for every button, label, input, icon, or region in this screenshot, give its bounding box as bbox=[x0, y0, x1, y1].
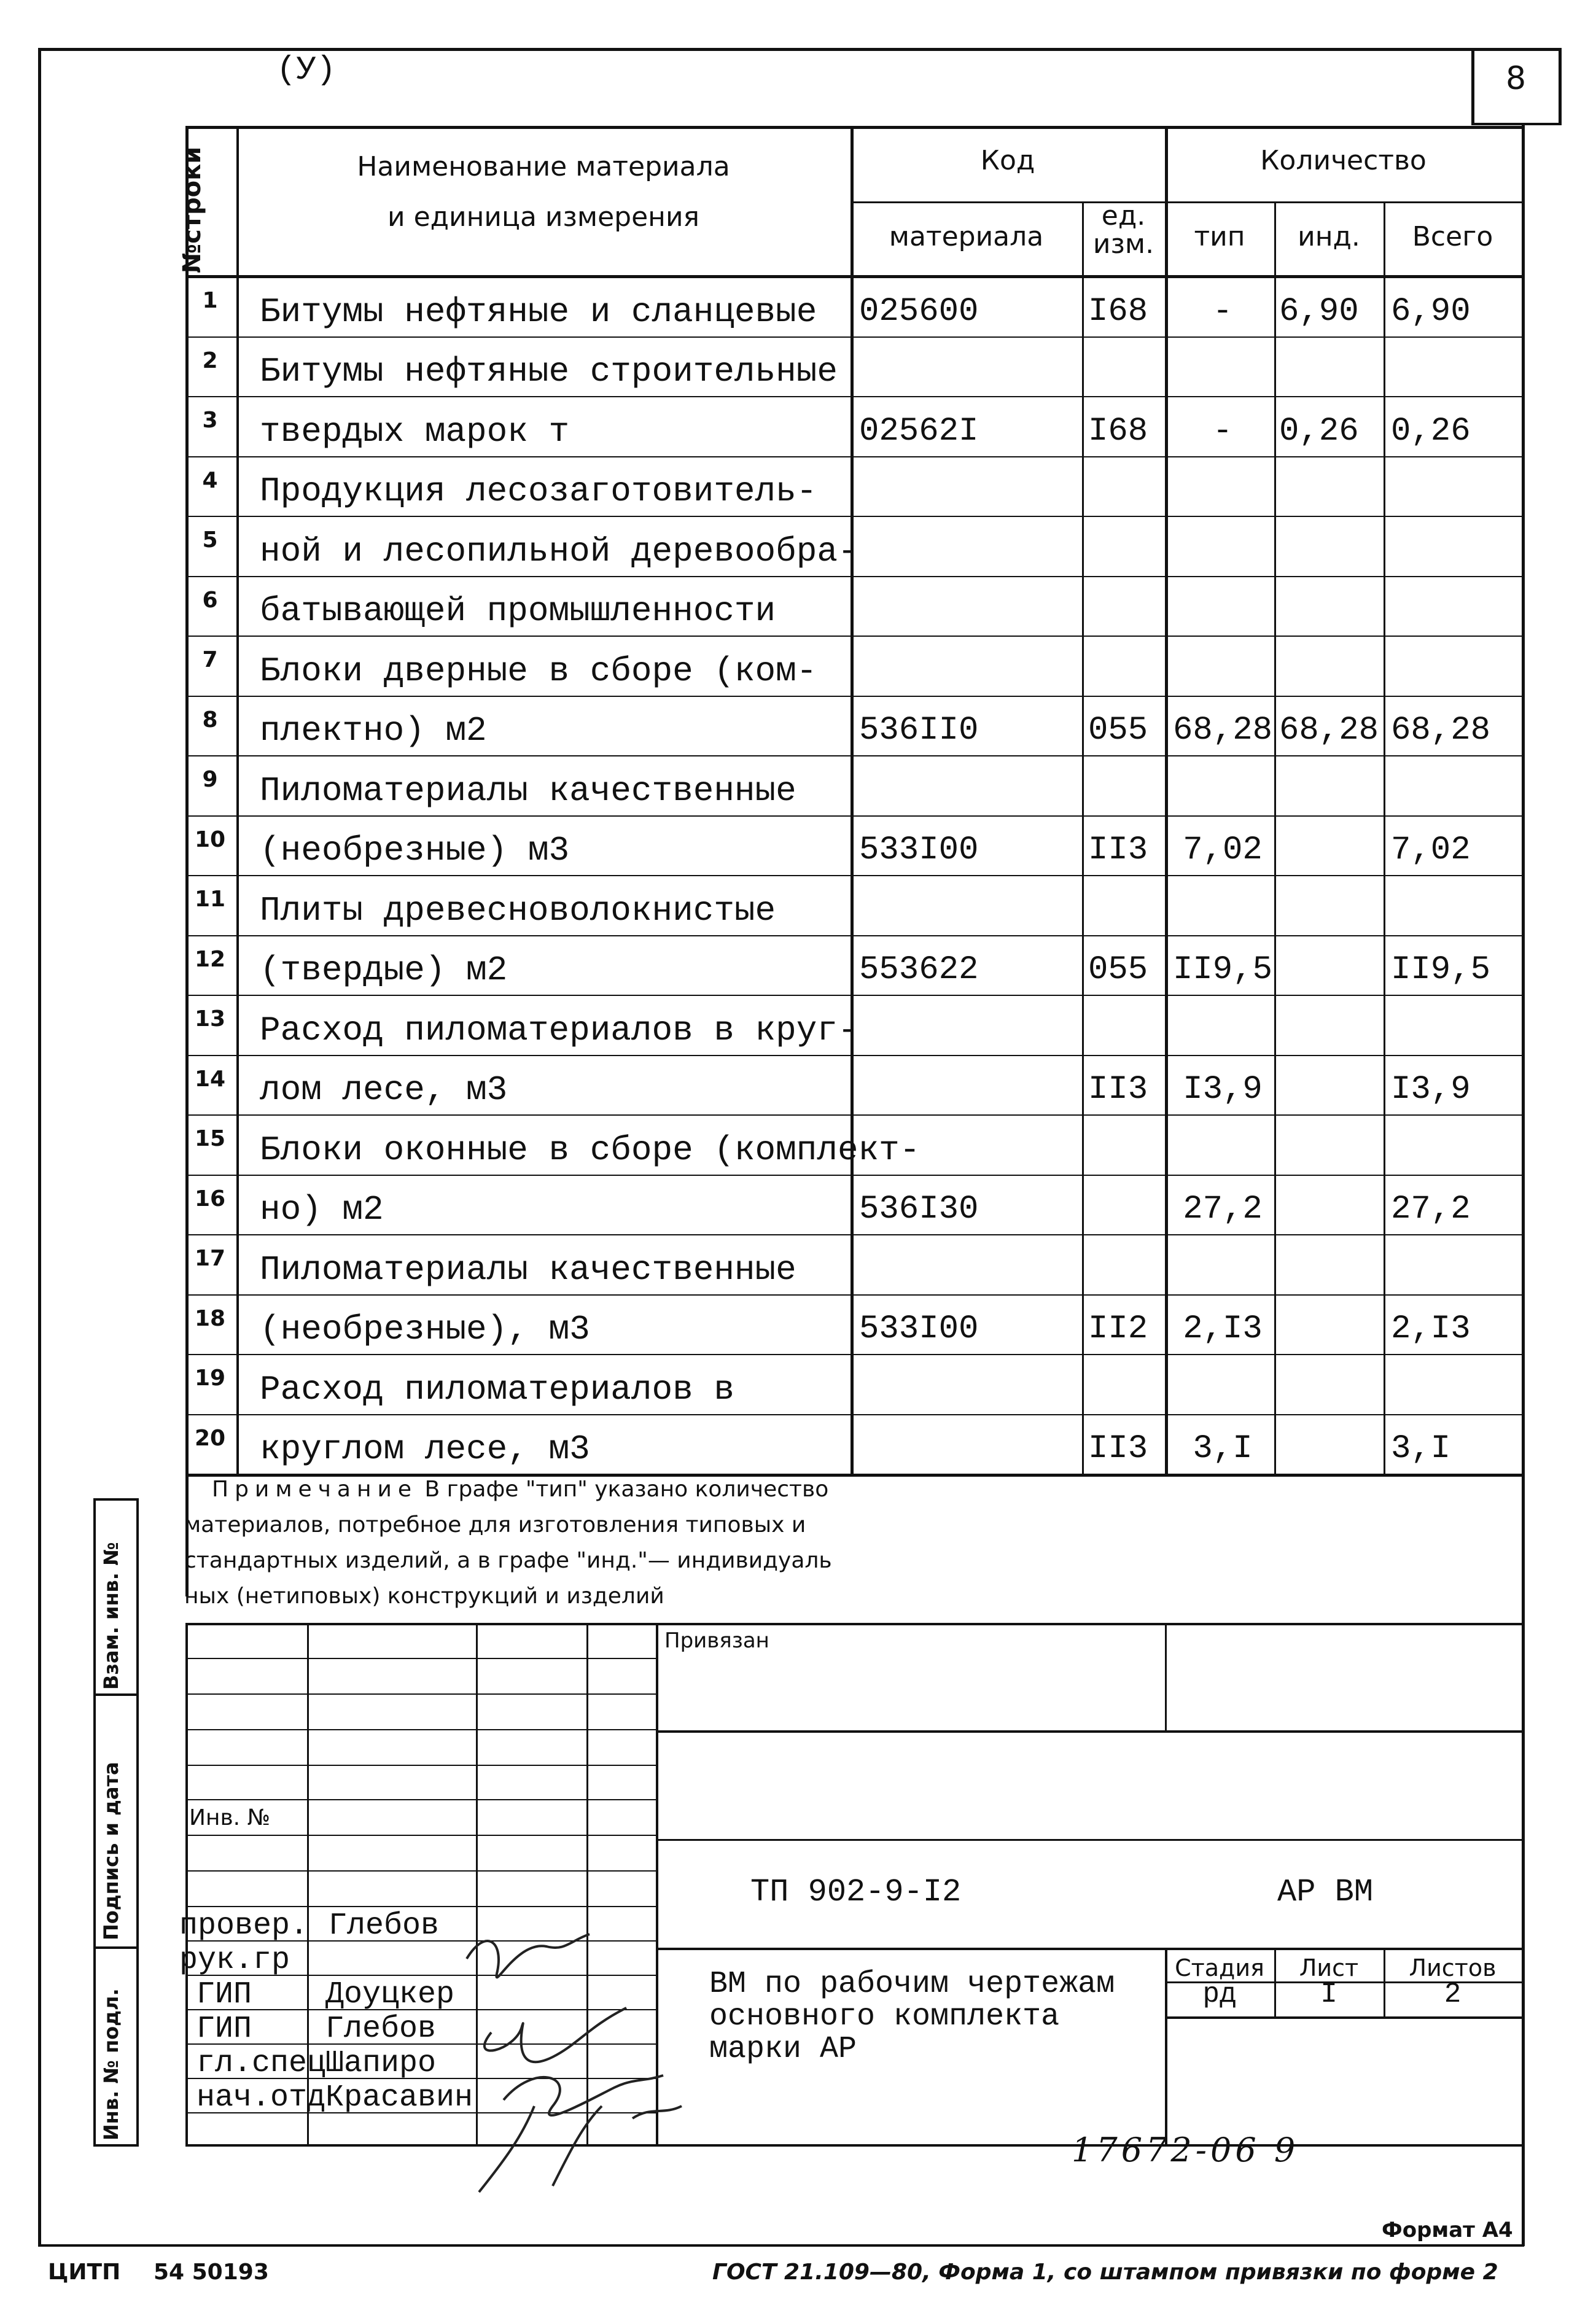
footer-code: 54 50193 bbox=[154, 2260, 269, 2285]
cell-type: 2,I3 bbox=[1183, 1310, 1263, 1348]
cell-name: плектно) м2 bbox=[260, 711, 487, 750]
row-rule bbox=[185, 636, 1522, 637]
stamp-top-border bbox=[185, 1623, 1525, 1625]
sheets-label: Листов bbox=[1409, 1954, 1497, 1981]
cell-total: 3,I bbox=[1391, 1430, 1451, 1468]
cell-unit: II3 bbox=[1088, 1430, 1148, 1468]
stamp-privyazan-split bbox=[1165, 1623, 1167, 1730]
cell-name: Блоки дверные в сборе (ком- bbox=[260, 651, 817, 691]
header-material: материала bbox=[889, 221, 1044, 252]
cell-name: (необрезные), м3 bbox=[260, 1310, 590, 1349]
stamp-person-name: Глебов bbox=[329, 1908, 440, 1943]
stamp-left-row-rule bbox=[185, 1658, 656, 1659]
stamp-role: гл.спец bbox=[197, 2046, 326, 2081]
cell-unit: I68 bbox=[1088, 412, 1148, 450]
sheet-box-bottom bbox=[1471, 123, 1562, 125]
doc-title-line3: марки АР bbox=[709, 2032, 857, 2067]
header-code: Код bbox=[980, 145, 1035, 176]
cell-unit: 055 bbox=[1088, 712, 1148, 749]
cell-name: Битумы нефтяные и сланцевые bbox=[260, 292, 817, 332]
stamp-person-name: Красавин bbox=[325, 2080, 473, 2115]
cell-type: 3,I bbox=[1193, 1430, 1253, 1468]
header-unit-line2: изм. bbox=[1092, 228, 1154, 260]
stage-label: Стадия bbox=[1175, 1954, 1264, 1981]
row-rule bbox=[185, 755, 1522, 756]
stamp-left-row-rule bbox=[185, 1729, 656, 1730]
row-rule bbox=[185, 1414, 1522, 1415]
row-rule bbox=[185, 1175, 1522, 1176]
stamp-stage-bottom bbox=[1165, 2016, 1522, 2019]
cell-name: но) м2 bbox=[260, 1190, 384, 1229]
cell-name: Битумы нефтяные строительные bbox=[260, 352, 838, 391]
note-line2: материалов, потребное для изготовления типовых и bbox=[184, 1512, 806, 1538]
col-rule-code bbox=[851, 126, 854, 1474]
header-total: Всего bbox=[1412, 221, 1493, 252]
row-rule bbox=[185, 1055, 1522, 1056]
row-rule bbox=[185, 875, 1522, 876]
row-rule bbox=[185, 815, 1522, 817]
sheet-value: I bbox=[1320, 1978, 1337, 2010]
stamp-right-rule-3 bbox=[656, 1948, 1522, 1950]
row-rule bbox=[185, 456, 1522, 457]
header-name-line1: Наименование материала bbox=[357, 151, 730, 182]
cell-name: Расход пиломатериалов в bbox=[260, 1369, 734, 1409]
header-bottom-rule bbox=[185, 275, 1525, 278]
cell-name: Блоки оконные в сборе (комплект- bbox=[260, 1130, 921, 1170]
cell-code: 536II0 bbox=[859, 712, 979, 749]
cell-total: 0,26 bbox=[1391, 412, 1471, 450]
header-ind: инд. bbox=[1298, 221, 1360, 252]
row-number: 19 bbox=[194, 1366, 226, 1391]
format-label: Формат А4 bbox=[1382, 2218, 1513, 2242]
privyazan-label: Привязан bbox=[664, 1628, 769, 1653]
stamp-role: рук.гр bbox=[179, 1943, 290, 1978]
doc-mark: АР ВМ bbox=[1277, 1874, 1374, 1910]
stamp-role: ГИП bbox=[197, 1977, 252, 2012]
cell-type: 27,2 bbox=[1183, 1191, 1263, 1228]
row-rule bbox=[185, 576, 1522, 577]
row-rule bbox=[185, 935, 1522, 936]
row-rule bbox=[185, 1234, 1522, 1235]
row-number: 18 bbox=[194, 1305, 226, 1331]
cell-unit: 055 bbox=[1088, 951, 1148, 989]
cell-ind: 6,90 bbox=[1279, 292, 1359, 330]
row-number: 12 bbox=[194, 946, 226, 972]
row-number: 13 bbox=[194, 1006, 226, 1032]
side-strip-top bbox=[93, 1498, 139, 1501]
cell-total: 6,90 bbox=[1391, 292, 1471, 330]
sheet-label: Лист bbox=[1299, 1954, 1359, 1981]
stamp-person-name: Доуцкер bbox=[325, 1977, 455, 2012]
cell-code: 536I30 bbox=[859, 1191, 979, 1228]
outer-frame-left bbox=[38, 48, 41, 2246]
row-number: 16 bbox=[194, 1186, 226, 1211]
cell-name: ной и лесопильной деревообра- bbox=[260, 531, 858, 571]
note-text-1: В графе "тип" указано количество bbox=[424, 1477, 829, 1502]
stage-value: рд bbox=[1202, 1978, 1237, 2010]
cell-code: 553622 bbox=[859, 951, 979, 989]
cell-type: II9,5 bbox=[1172, 951, 1273, 989]
signature-scribbles bbox=[430, 1903, 749, 2223]
stamp-role: ГИП bbox=[197, 2012, 252, 2047]
inner-frame-right bbox=[1522, 123, 1525, 2246]
doc-title-line1: ВМ по рабочим чертежам bbox=[709, 1967, 1115, 2002]
stamp-role: нач.отд bbox=[197, 2080, 326, 2115]
note-line3: стандартных изделий, а в графе "инд."— индивидуаль bbox=[184, 1548, 832, 1573]
row-number: 2 bbox=[202, 348, 218, 373]
row-number: 20 bbox=[194, 1425, 226, 1451]
row-rule bbox=[185, 336, 1522, 338]
cell-unit: II3 bbox=[1088, 831, 1148, 869]
frame-bottom bbox=[38, 2244, 1524, 2247]
col-rule-name bbox=[236, 126, 239, 1474]
note-line1 bbox=[212, 1477, 828, 1502]
cell-code: 533I00 bbox=[859, 1310, 979, 1348]
inv-no-label: Инв. № bbox=[189, 1805, 271, 1830]
cell-total: II9,5 bbox=[1391, 951, 1491, 989]
header-row-number: №строки bbox=[178, 146, 206, 273]
cell-type: 7,02 bbox=[1183, 831, 1263, 869]
cell-name: твердых марок т bbox=[260, 411, 570, 451]
cell-name: Продукция лесозаготовитель- bbox=[260, 472, 817, 511]
cell-total: 7,02 bbox=[1391, 831, 1471, 869]
cell-type: 68,28 bbox=[1172, 712, 1273, 749]
note-line4: ных (нетиповых) конструкций и изделий bbox=[184, 1584, 664, 1609]
footer-citp: ЦИТП bbox=[48, 2260, 121, 2285]
stamp-person-name: Глебов bbox=[325, 2012, 437, 2047]
side-strip-right bbox=[136, 1498, 139, 2147]
cell-unit: II2 bbox=[1088, 1310, 1148, 1348]
cell-name: Пиломатериалы качественные bbox=[260, 771, 796, 811]
cell-total: 68,28 bbox=[1391, 712, 1491, 749]
stamp-left-border bbox=[185, 1623, 188, 2144]
stamp-left-row-rule bbox=[185, 1765, 656, 1766]
cell-name: лом лесе, м3 bbox=[260, 1070, 508, 1110]
cell-code: 025600 bbox=[859, 292, 979, 330]
outer-frame-top bbox=[38, 48, 1561, 51]
sheet-number: 8 bbox=[1505, 60, 1527, 97]
cell-ind: 68,28 bbox=[1279, 712, 1379, 749]
cell-unit: II3 bbox=[1088, 1071, 1148, 1108]
row-number: 1 bbox=[202, 288, 218, 313]
doc-title-line2: основного комплекта bbox=[709, 1999, 1060, 2034]
row-rule bbox=[185, 696, 1522, 697]
row-number: 10 bbox=[194, 826, 226, 852]
handwritten-number: 17672-06 9 bbox=[1072, 2131, 1299, 2169]
row-number: 6 bbox=[202, 587, 218, 613]
col-rule-unit bbox=[1082, 201, 1084, 1474]
corner-mark: (У) bbox=[276, 52, 337, 89]
side-strip-bottom bbox=[93, 2144, 139, 2147]
stamp-left-row-rule bbox=[185, 1693, 656, 1695]
stamp-left-row-rule bbox=[185, 1870, 656, 1872]
cell-name: Расход пиломатериалов в круг- bbox=[260, 1010, 858, 1050]
row-number: 7 bbox=[202, 647, 218, 672]
side-label-vzam: Взам. инв. № bbox=[99, 1542, 123, 1690]
side-strip-div2 bbox=[93, 1946, 139, 1949]
col-rule-total bbox=[1384, 201, 1385, 1474]
cell-name: Пиломатериалы качественные bbox=[260, 1250, 796, 1289]
header-unit-line1: ед. bbox=[1101, 200, 1146, 231]
row-number: 8 bbox=[202, 707, 218, 733]
cell-type: - bbox=[1212, 412, 1233, 450]
row-rule bbox=[185, 1114, 1522, 1116]
note-lead: Примечание bbox=[212, 1477, 418, 1502]
footer-gost: ГОСТ 21.109—80, Форма 1, со штампом привязки по форме 2 bbox=[712, 2260, 1498, 2285]
cell-code: 02562I bbox=[859, 412, 979, 450]
header-name-line2: и единица измерения bbox=[387, 201, 700, 233]
row-rule bbox=[185, 396, 1522, 397]
sheets-value: 2 bbox=[1444, 1978, 1462, 2010]
cell-name: круглом лесе, м3 bbox=[260, 1429, 590, 1469]
row-number: 11 bbox=[194, 887, 226, 912]
stamp-left-row-rule bbox=[185, 1799, 656, 1800]
stamp-left-row-rule bbox=[185, 1835, 656, 1836]
stamp-person-name: Шапиро bbox=[325, 2046, 437, 2081]
cell-code: 533I00 bbox=[859, 831, 979, 869]
cell-type: - bbox=[1212, 292, 1233, 330]
row-number: 14 bbox=[194, 1066, 226, 1092]
side-strip-div1 bbox=[93, 1693, 139, 1696]
side-label-inv-podl: Инв. № подл. bbox=[99, 1988, 123, 2140]
row-rule bbox=[185, 1354, 1522, 1355]
stamp-bottom-border bbox=[185, 2144, 1525, 2147]
row-rule bbox=[185, 995, 1522, 996]
col-rule-quantity bbox=[1165, 126, 1168, 1474]
table-top-border bbox=[185, 126, 1525, 129]
cell-name: батывающей промышленности bbox=[260, 591, 776, 631]
stamp-role: провер. bbox=[179, 1908, 309, 1943]
header-mid-rule bbox=[851, 201, 1522, 203]
stamp-right-rule-2 bbox=[656, 1839, 1522, 1841]
cell-total: 27,2 bbox=[1391, 1191, 1471, 1228]
row-number: 9 bbox=[202, 767, 218, 792]
row-number: 5 bbox=[202, 527, 218, 553]
cell-unit: I68 bbox=[1088, 292, 1148, 330]
cell-name: (твердые) м2 bbox=[260, 951, 508, 990]
row-number: 17 bbox=[194, 1246, 226, 1271]
row-rule bbox=[185, 1294, 1522, 1296]
header-quantity: Количество bbox=[1260, 145, 1427, 176]
row-number: 15 bbox=[194, 1126, 226, 1151]
cell-name: Плиты древесноволокнистые bbox=[260, 890, 776, 930]
header-type: тип bbox=[1194, 221, 1245, 252]
cell-type: I3,9 bbox=[1183, 1071, 1263, 1108]
cell-total: I3,9 bbox=[1391, 1071, 1471, 1108]
row-number: 3 bbox=[202, 408, 218, 433]
cell-total: 2,I3 bbox=[1391, 1310, 1471, 1348]
cell-ind: 0,26 bbox=[1279, 412, 1359, 450]
side-strip-left bbox=[93, 1498, 96, 2147]
cell-name: (необрезные) м3 bbox=[260, 831, 570, 870]
row-rule bbox=[185, 516, 1522, 517]
side-label-podpis: Подпись и дата bbox=[99, 1762, 123, 1940]
stamp-right-rule-1 bbox=[656, 1730, 1522, 1733]
doc-code: ТП 902-9-I2 bbox=[750, 1874, 962, 1910]
row-number: 4 bbox=[202, 467, 218, 493]
